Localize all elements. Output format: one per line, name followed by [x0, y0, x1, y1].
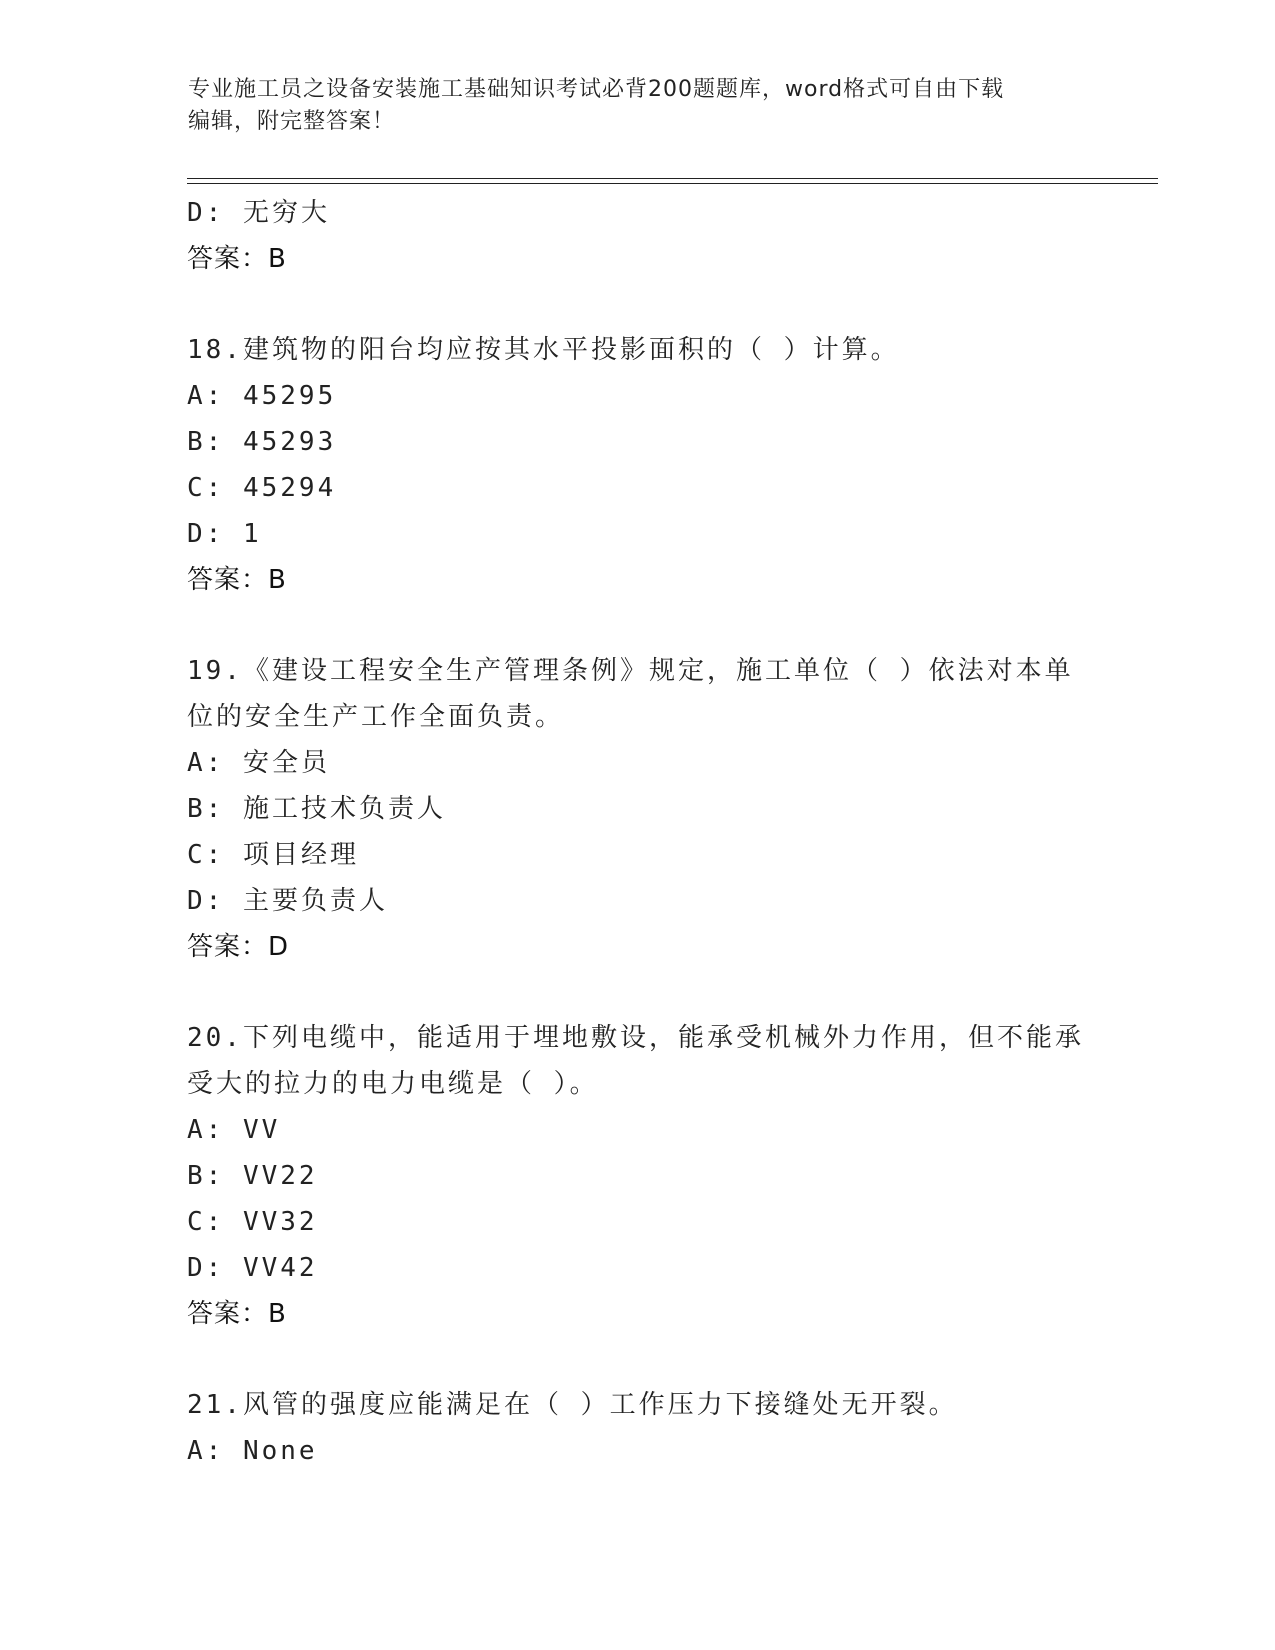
- header-line-2: 编辑，附完整答案！: [188, 109, 396, 134]
- question-text: 21.风管的强度应能满足在（ ）工作压力下接缝处无开裂。: [187, 1390, 958, 1420]
- answer-line: 答案：B: [187, 1299, 287, 1329]
- option-a: A: 45295: [187, 381, 337, 411]
- question-text-line-1: 19.《建设工程安全生产管理条例》规定，施工单位（ ）依法对本单: [187, 656, 1074, 686]
- document-header: [188, 74, 1088, 138]
- question-18: [187, 327, 1087, 603]
- option-a: A: None: [187, 1436, 318, 1466]
- question-text: 18.建筑物的阳台均应按其水平投影面积的（ ）计算。: [187, 335, 900, 365]
- question-20: [187, 1015, 1087, 1337]
- question-text-line-2: 位的安全生产工作全面负责。: [187, 702, 565, 732]
- header-divider-top: [187, 178, 1158, 179]
- option-d: D: 无穷大: [187, 198, 330, 228]
- answer-line: 答案：B: [187, 565, 287, 595]
- option-b: B: VV22: [187, 1161, 318, 1191]
- option-d: D: VV42: [187, 1253, 318, 1283]
- option-c: C: 项目经理: [187, 840, 359, 870]
- option-a: A: VV: [187, 1115, 281, 1145]
- option-a: A: 安全员: [187, 748, 330, 778]
- option-b: B: 45293: [187, 427, 337, 457]
- answer-line: 答案：D: [187, 932, 290, 962]
- option-c: C: 45294: [187, 473, 337, 503]
- previous-question-fragment: [187, 190, 1087, 282]
- option-d: D: 主要负责人: [187, 886, 388, 916]
- question-text-line-1: 20.下列电缆中，能适用于埋地敷设，能承受机械外力作用，但不能承: [187, 1023, 1084, 1053]
- option-b: B: 施工技术负责人: [187, 794, 446, 824]
- header-line-1: 专业施工员之设备安装施工基础知识考试必背200题题库，word格式可自由下载: [188, 77, 1005, 102]
- question-19: [187, 648, 1087, 970]
- question-text-line-2: 受大的拉力的电力电缆是（ ）。: [187, 1069, 599, 1099]
- question-21: [187, 1382, 1087, 1474]
- option-d: D: 1: [187, 519, 262, 549]
- header-divider-bottom: [187, 183, 1158, 184]
- question-list: [187, 190, 1087, 1474]
- answer-line: 答案：B: [187, 244, 287, 274]
- option-c: C: VV32: [187, 1207, 318, 1237]
